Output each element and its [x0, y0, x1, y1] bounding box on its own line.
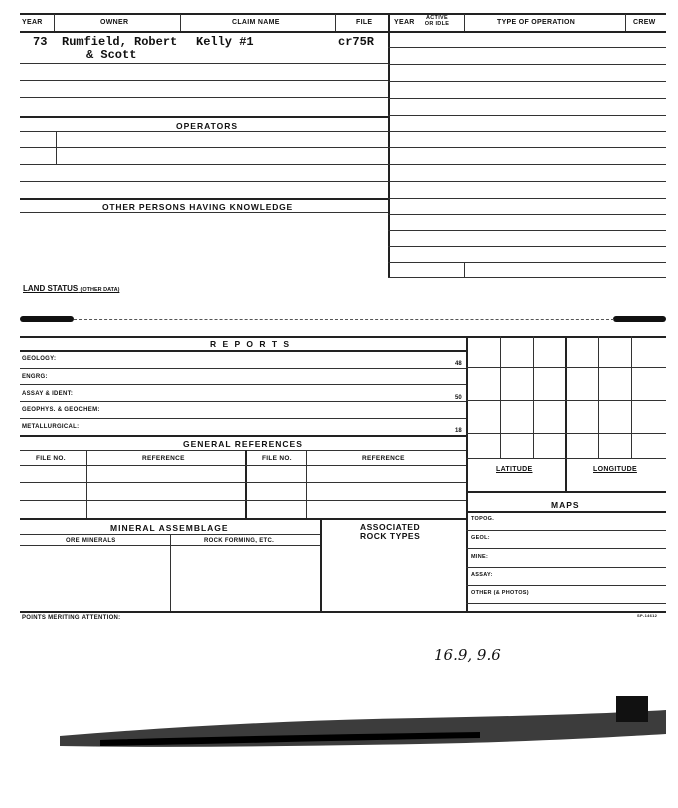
rule: [466, 585, 666, 586]
divider: [320, 518, 322, 611]
rule: [20, 164, 388, 165]
divider: [306, 450, 307, 518]
report-assay: ASSAY & IDENT:: [22, 391, 74, 397]
rule: [388, 198, 666, 199]
reports-top-border: [20, 336, 666, 338]
rule: [388, 214, 666, 215]
rule: [20, 198, 388, 200]
rule: [20, 518, 466, 520]
record-claim-name: Kelly #1: [196, 35, 254, 49]
report-engrg: ENGRG:: [22, 374, 48, 380]
rule: [20, 384, 466, 385]
rule: [20, 116, 388, 118]
header-active-idle: ACTIVE OR IDLE: [424, 15, 450, 27]
header-year: YEAR: [22, 19, 43, 26]
land-status-sub: (OTHER DATA): [80, 287, 120, 293]
maps-assay: ASSAY:: [471, 572, 493, 578]
latitude-label: LATITUDE: [496, 466, 533, 473]
gr-col-file-no-1: FILE NO.: [36, 455, 66, 462]
divider: [625, 14, 626, 31]
rule: [20, 435, 466, 437]
divider: [464, 14, 465, 31]
gr-col-reference-2: REFERENCE: [362, 455, 405, 462]
gr-col-reference-1: REFERENCE: [142, 455, 185, 462]
rule: [20, 418, 466, 419]
grid-line: [466, 400, 666, 401]
header-type-of-operation: TYPE OF OPERATION: [497, 19, 576, 26]
header-file: FILE: [356, 19, 373, 26]
rule: [20, 350, 466, 352]
grid-line: [466, 458, 666, 459]
grid-line: [631, 336, 632, 458]
rule: [20, 500, 466, 501]
rule: [388, 115, 666, 116]
operators-title: OPERATORS: [176, 121, 239, 131]
smudge-right: [613, 316, 666, 322]
maps-mine: MINE:: [471, 554, 489, 560]
grid-line: [598, 336, 599, 458]
rule: [388, 131, 666, 132]
separator: [74, 319, 614, 320]
longitude-label: LONGITUDE: [593, 466, 637, 473]
divider: [245, 450, 247, 518]
rule: [388, 230, 666, 231]
rule: [20, 545, 320, 546]
rule: [388, 98, 666, 99]
report-assay-num: 50: [455, 395, 462, 401]
rule: [20, 97, 388, 98]
record-file: cr75R: [338, 35, 375, 49]
column-divider: [466, 336, 468, 611]
header-claim-name: CLAIM NAME: [232, 19, 280, 26]
divider: [54, 14, 55, 31]
associated-line1: ASSOCIATED: [360, 522, 421, 532]
report-metallurgical: METALLURGICAL:: [22, 424, 80, 430]
header-owner: OWNER: [100, 19, 129, 26]
rule: [20, 63, 388, 64]
rule: [466, 530, 666, 531]
handwritten-note: 16.9, 9.6: [434, 646, 501, 664]
land-status-label: LAND STATUS: [23, 284, 79, 293]
rule: [466, 567, 666, 568]
rule: [20, 181, 388, 182]
divider: [335, 14, 336, 31]
record-owner-line2: & Scott: [86, 48, 137, 62]
bottom-border: [20, 611, 666, 613]
rule: [388, 81, 666, 82]
grid-line: [500, 336, 501, 458]
record-year: 73: [33, 35, 48, 49]
report-geology: GEOLOGY:: [22, 356, 57, 362]
rule: [20, 368, 466, 369]
other-persons-title: OTHER PERSONS HAVING KNOWLEDGE: [102, 202, 294, 212]
rule: [466, 511, 666, 513]
general-references-title: GENERAL REFERENCES: [183, 439, 303, 449]
top-border: [20, 13, 666, 15]
rule: [20, 401, 466, 402]
rule: [20, 147, 388, 148]
mineral-assemblage-title: MINERAL ASSEMBLAGE: [110, 523, 229, 533]
smudge-left: [20, 316, 74, 322]
divider: [464, 262, 465, 277]
ore-minerals-label: ORE MINERALS: [66, 538, 116, 544]
rule: [466, 491, 666, 493]
report-metallurgical-num: 18: [455, 428, 462, 434]
maps-other: OTHER (& PHOTOS): [471, 590, 529, 596]
rule: [20, 465, 466, 466]
rule: [20, 80, 388, 81]
form-number: SP-14612: [637, 613, 658, 618]
report-geology-num: 48: [455, 361, 462, 367]
rule: [388, 262, 666, 263]
land-status-title: [23, 284, 119, 293]
rule: [388, 47, 666, 48]
grid-line: [565, 336, 567, 491]
rock-forming-label: ROCK FORMING, ETC.: [204, 538, 275, 544]
maps-title: MAPS: [551, 500, 580, 510]
rule: [20, 482, 466, 483]
header-year-2: YEAR: [394, 19, 415, 26]
rule: [20, 212, 388, 213]
rule: [388, 164, 666, 165]
gr-col-file-no-2: FILE NO.: [262, 455, 292, 462]
points-meriting-attention: POINTS MERITING ATTENTION:: [22, 615, 121, 621]
report-geophys: GEOPHYS. & GEOCHEM:: [22, 407, 100, 413]
reports-title: R E P O R T S: [210, 339, 292, 349]
divider: [180, 14, 181, 31]
scan-smudge: [0, 690, 678, 808]
maps-topog: TOPOG.: [471, 516, 495, 522]
rule: [20, 131, 388, 132]
header-bottom-border: [20, 31, 666, 33]
rule: [388, 147, 666, 148]
header-crew: CREW: [633, 19, 656, 26]
rule: [466, 548, 666, 549]
associated-line2: ROCK TYPES: [360, 531, 421, 541]
rule: [388, 64, 666, 65]
grid-line: [533, 336, 534, 458]
rule: [466, 603, 666, 604]
maps-geol: GEOL:: [471, 535, 490, 541]
divider: [86, 450, 87, 518]
grid-line: [466, 367, 666, 368]
rule: [388, 181, 666, 182]
rule: [388, 277, 666, 278]
record-owner-line1: Rumfield, Robert: [62, 35, 178, 49]
rule: [388, 246, 666, 247]
grid-line: [466, 433, 666, 434]
column-divider: [388, 14, 390, 277]
